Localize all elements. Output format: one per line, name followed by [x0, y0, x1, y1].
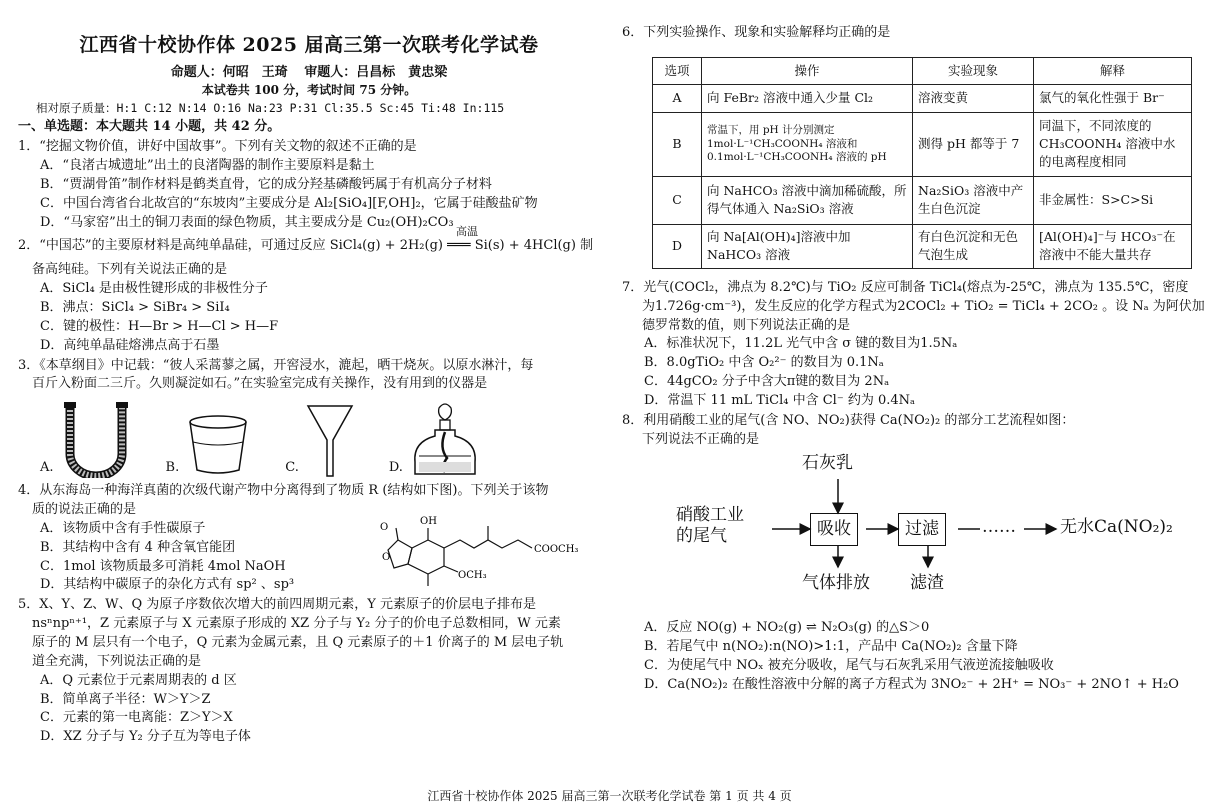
author-setter: 命题人：何昭 王琦: [170, 64, 288, 80]
apparatus-d: D.: [389, 402, 481, 478]
reaction-condition: 高温: [456, 224, 478, 238]
question-stem-cont: 下列说法不正确的是: [642, 431, 760, 447]
option-d: D．XZ 分子与 Y₂ 分子互为等电子体: [40, 729, 251, 745]
table-row: C 向 NaHCO₃ 溶液中滴加稀硫酸，所得气体通入 Na₂SiO₃ 溶液 Na₂SiO₃ 溶液中产生白色沉淀 非金属性：S>C>Si: [653, 176, 1192, 224]
option-a: A．该物质中含有手性碳原子: [40, 520, 206, 536]
apparatus-c: C.: [285, 402, 355, 478]
filter-box: 过滤: [898, 513, 946, 546]
right-column: [622, 0, 1207, 695]
tail-gas-label: 硝酸工业 的尾气: [676, 505, 744, 546]
question-stem-cont: 百斤入粉面二三斤。久则凝淀如石。”在实验室完成有关操作，没有用到的仪器是: [32, 376, 488, 392]
option-b: B．其结构中含有 4 种含氧官能团: [40, 539, 236, 555]
exam-info: 本试卷共 100 分，考试时间 75 分钟。: [201, 83, 417, 98]
mol-label-o2: O: [382, 552, 391, 564]
option-c: C．中国台湾省台北故宫的“东坡肉”主要成分是 Al₂[SiO₄][F,OH]₂，它属于硅酸盐矿物: [40, 195, 538, 211]
mol-label-cooch3: COOCH₃: [534, 544, 579, 556]
mol-label-o1: O: [380, 522, 389, 534]
question-stem-cont: 为1.726g·cm⁻³)，发生反应的化学方程式为2COCl₂ + TiO₂ = TiCl₄ + 2CO₂ 。设 Nₐ 为阿伏加: [642, 298, 1205, 314]
option-c: C．44gCO₂ 分子中含大π键的数目为 2Nₐ: [644, 374, 890, 390]
mol-label-och3: OCH₃: [458, 570, 487, 582]
col-header: 操作: [702, 57, 913, 84]
option-d: D．Ca(NO₂)₂ 在酸性溶液中分解的离子方程式为 3NO₂⁻ + 2H⁺ = NO₃⁻ + 2NO↑ + H₂O: [644, 676, 1179, 692]
funnel-icon: [305, 402, 355, 478]
question-stem-cont: 备高纯硅。下列有关说法正确的是: [32, 262, 228, 278]
table-row: B 常温下，用 pH 计分别测定 1mol·L⁻¹CH₃COONH₄ 溶液和 0.1mol·L⁻¹CH₃COONH₄ 溶液的 pH 测得 pH 都等于 7 同温下，不同浓度的 CH₃COONH₄ 溶液中水的电离程度相同: [653, 112, 1192, 176]
question-8: [622, 412, 1207, 695]
option-d: D．高纯单晶硅熔沸点高于石墨: [40, 337, 220, 353]
option-a: A．标准状况下，11.2L 光气中含 σ 键的数目为1.5Nₐ: [644, 336, 958, 352]
option-b: B．沸点：SiCl₄ > SiBr₄ > SiI₄: [40, 300, 230, 316]
process-flow-diagram: [652, 449, 1207, 619]
section-title: 一、单选题：本大题共 14 小题，共 42 分。: [18, 119, 281, 135]
question-5: [18, 596, 600, 747]
option-d: D．常温下 11 mL TiCl₄ 中含 Cl⁻ 约为 0.4Nₐ: [644, 392, 916, 408]
option-b: B．若尾气中 n(NO₂):n(NO)>1:1，产品中 Ca(NO₂)₂ 含量下降: [644, 639, 1018, 655]
absorb-box: 吸收: [810, 513, 858, 546]
question-stem: 2．“中国芯”的主要原材料是高纯单晶硅，可通过反应 SiCl₄(g) + 2H₂(g) ═══ Si(s) + 4HCl(g) 制 高温: [18, 224, 594, 253]
question-stem-cont: 道全充满，下列说法正确的是: [32, 653, 202, 669]
question-stem-cont: nsⁿnpⁿ⁺¹，Z 元素原子与 X 元素原子形成的 XZ 分子与 Y₂ 分子的价电子总数相同，W 元素: [32, 616, 561, 632]
authors: [18, 64, 600, 83]
question-6-table: [652, 57, 1192, 269]
question-7: [622, 279, 1207, 411]
residue-label: 滤渣: [910, 573, 944, 594]
question-1: [18, 138, 600, 232]
page-footer: 江西省十校协作体 2025 届高三第一次联考化学试卷 第 1 页 共 4 页: [427, 789, 792, 803]
question-stem: 4．从东海岛一种海洋真菌的次级代谢产物中分离得到了物质 R (结构如下图)。下列关于该物: [18, 483, 549, 499]
option-d: D．“马家窑”出土的铜刀表面的绿色物质，其主要成分是 Cu₂(OH)₂CO₃: [40, 214, 454, 230]
option-a: A．Q 元素位于元素周期表的 d 区: [40, 672, 237, 688]
gas-emission-label: 气体排放: [802, 573, 870, 594]
option-b: B．“贾湖骨笛”制作材料是鹤类直骨，它的成分羟基磷酸钙属于有机高分子材料: [40, 176, 492, 192]
table-header: [653, 57, 1192, 84]
col-header: 选项: [653, 57, 702, 84]
apparatus-row: [40, 398, 600, 478]
question-stem: 7．光气(COCl₂，沸点为 8.2℃)与 TiO₂ 反应可制备 TiCl₄(熔点为-25℃，沸点为 135.5℃，密度: [622, 279, 1189, 295]
option-d: D．其结构中碳原子的杂化方式有 sp² 、sp³: [40, 577, 295, 593]
option-a: A．“良渚古城遗址”出土的良渚陶器的制作主要原料是黏土: [40, 158, 375, 174]
question-2: [18, 224, 600, 356]
u-tube-icon: [60, 402, 132, 478]
molecule-r-structure: [378, 512, 608, 592]
apparatus-a: A.: [40, 402, 132, 478]
question-stem-cont: 质的说法正确的是: [32, 502, 137, 518]
question-stem: 5．X、Y、Z、W、Q 为原子序数依次增大的前四周期元素，Y 元素原子的价层电子排布是: [18, 597, 537, 613]
crucible-icon: [185, 412, 251, 478]
question-stem: 3．《本草纲目》中记载：“彼人采蒿蓼之属，开窖浸水，漉起，晒干烧灰。以原水淋汁，每: [18, 357, 534, 373]
atomic-mass: 相对原子质量：H:1 C:12 N:14 O:16 Na:23 P:31 Cl:35.5 Sc:45 Ti:48 In:115: [36, 100, 505, 115]
option-c: C．元素的第一电离能：Z＞Y＞X: [40, 710, 233, 726]
col-header: 解释: [1034, 57, 1192, 84]
ellipsis: ……: [982, 517, 1016, 538]
apparatus-b: B.: [166, 412, 252, 478]
table-row: D 向 Na[Al(OH)₄]溶液中加 NaHCO₃ 溶液 有白色沉淀和无色气泡生成 [Al(OH)₄]⁻与 HCO₃⁻在溶液中不能大量共存: [653, 224, 1192, 268]
left-column: [18, 0, 600, 747]
table-row: A 向 FeBr₂ 溶液中通入少量 Cl₂ 溶液变黄 氯气的氧化性强于 Br⁻: [653, 84, 1192, 112]
exam-title: 江西省十校协作体 2025 届高三第一次联考化学试卷: [79, 34, 539, 56]
option-c: C．为使尾气中 NOₓ 被充分吸收，尾气与石灰乳采用气液逆流接触吸收: [644, 658, 1054, 674]
question-stem-cont: 原子的 M 层只有一个电子，Q 元素为金属元素，且 Q 元素原子的＋1 价离子的 M 层电子轨: [32, 635, 564, 651]
option-b: B．8.0gTiO₂ 中含 O₂²⁻ 的数目为 0.1Nₐ: [644, 355, 884, 371]
option-c: C．1mol 该物质最多可消耗 4mol NaOH: [40, 558, 286, 574]
col-header: 实验现象: [913, 57, 1034, 84]
option-b: B．简单离子半径：W＞Y＞Z: [40, 691, 211, 707]
question-stem: 8．利用硝酸工业的尾气(含 NO、NO₂)获得 Ca(NO₂)₂ 的部分工艺流程如图：: [622, 412, 1075, 428]
question-4: [18, 482, 600, 595]
product-label: 无水Ca(NO₂)₂: [1060, 517, 1173, 538]
lime-milk-label: 石灰乳: [802, 453, 853, 474]
alcohol-lamp-icon: [409, 402, 481, 478]
option-a: A．SiCl₄ 是由极性键形成的非极性分子: [40, 281, 268, 297]
mol-label-oh: OH: [420, 516, 437, 528]
question-6-stem: 6．下列实验操作、现象和实验解释均正确的是: [622, 25, 891, 40]
option-c: C．键的极性：H—Br > H—Cl > H—F: [40, 318, 279, 334]
option-a: A．反应 NO(g) + NO₂(g) ⇌ N₂O₃(g) 的△S＞0: [644, 620, 930, 636]
question-3: [18, 357, 600, 479]
question-stem: 1．“挖掘文物价值，讲好中国故事”。下列有关文物的叙述不正确的是: [18, 139, 417, 155]
author-reviewer: 审题人：吕昌标 黄忠梁: [304, 64, 448, 80]
question-stem-cont: 德罗常数的值，则下列说法正确的是: [642, 317, 851, 333]
